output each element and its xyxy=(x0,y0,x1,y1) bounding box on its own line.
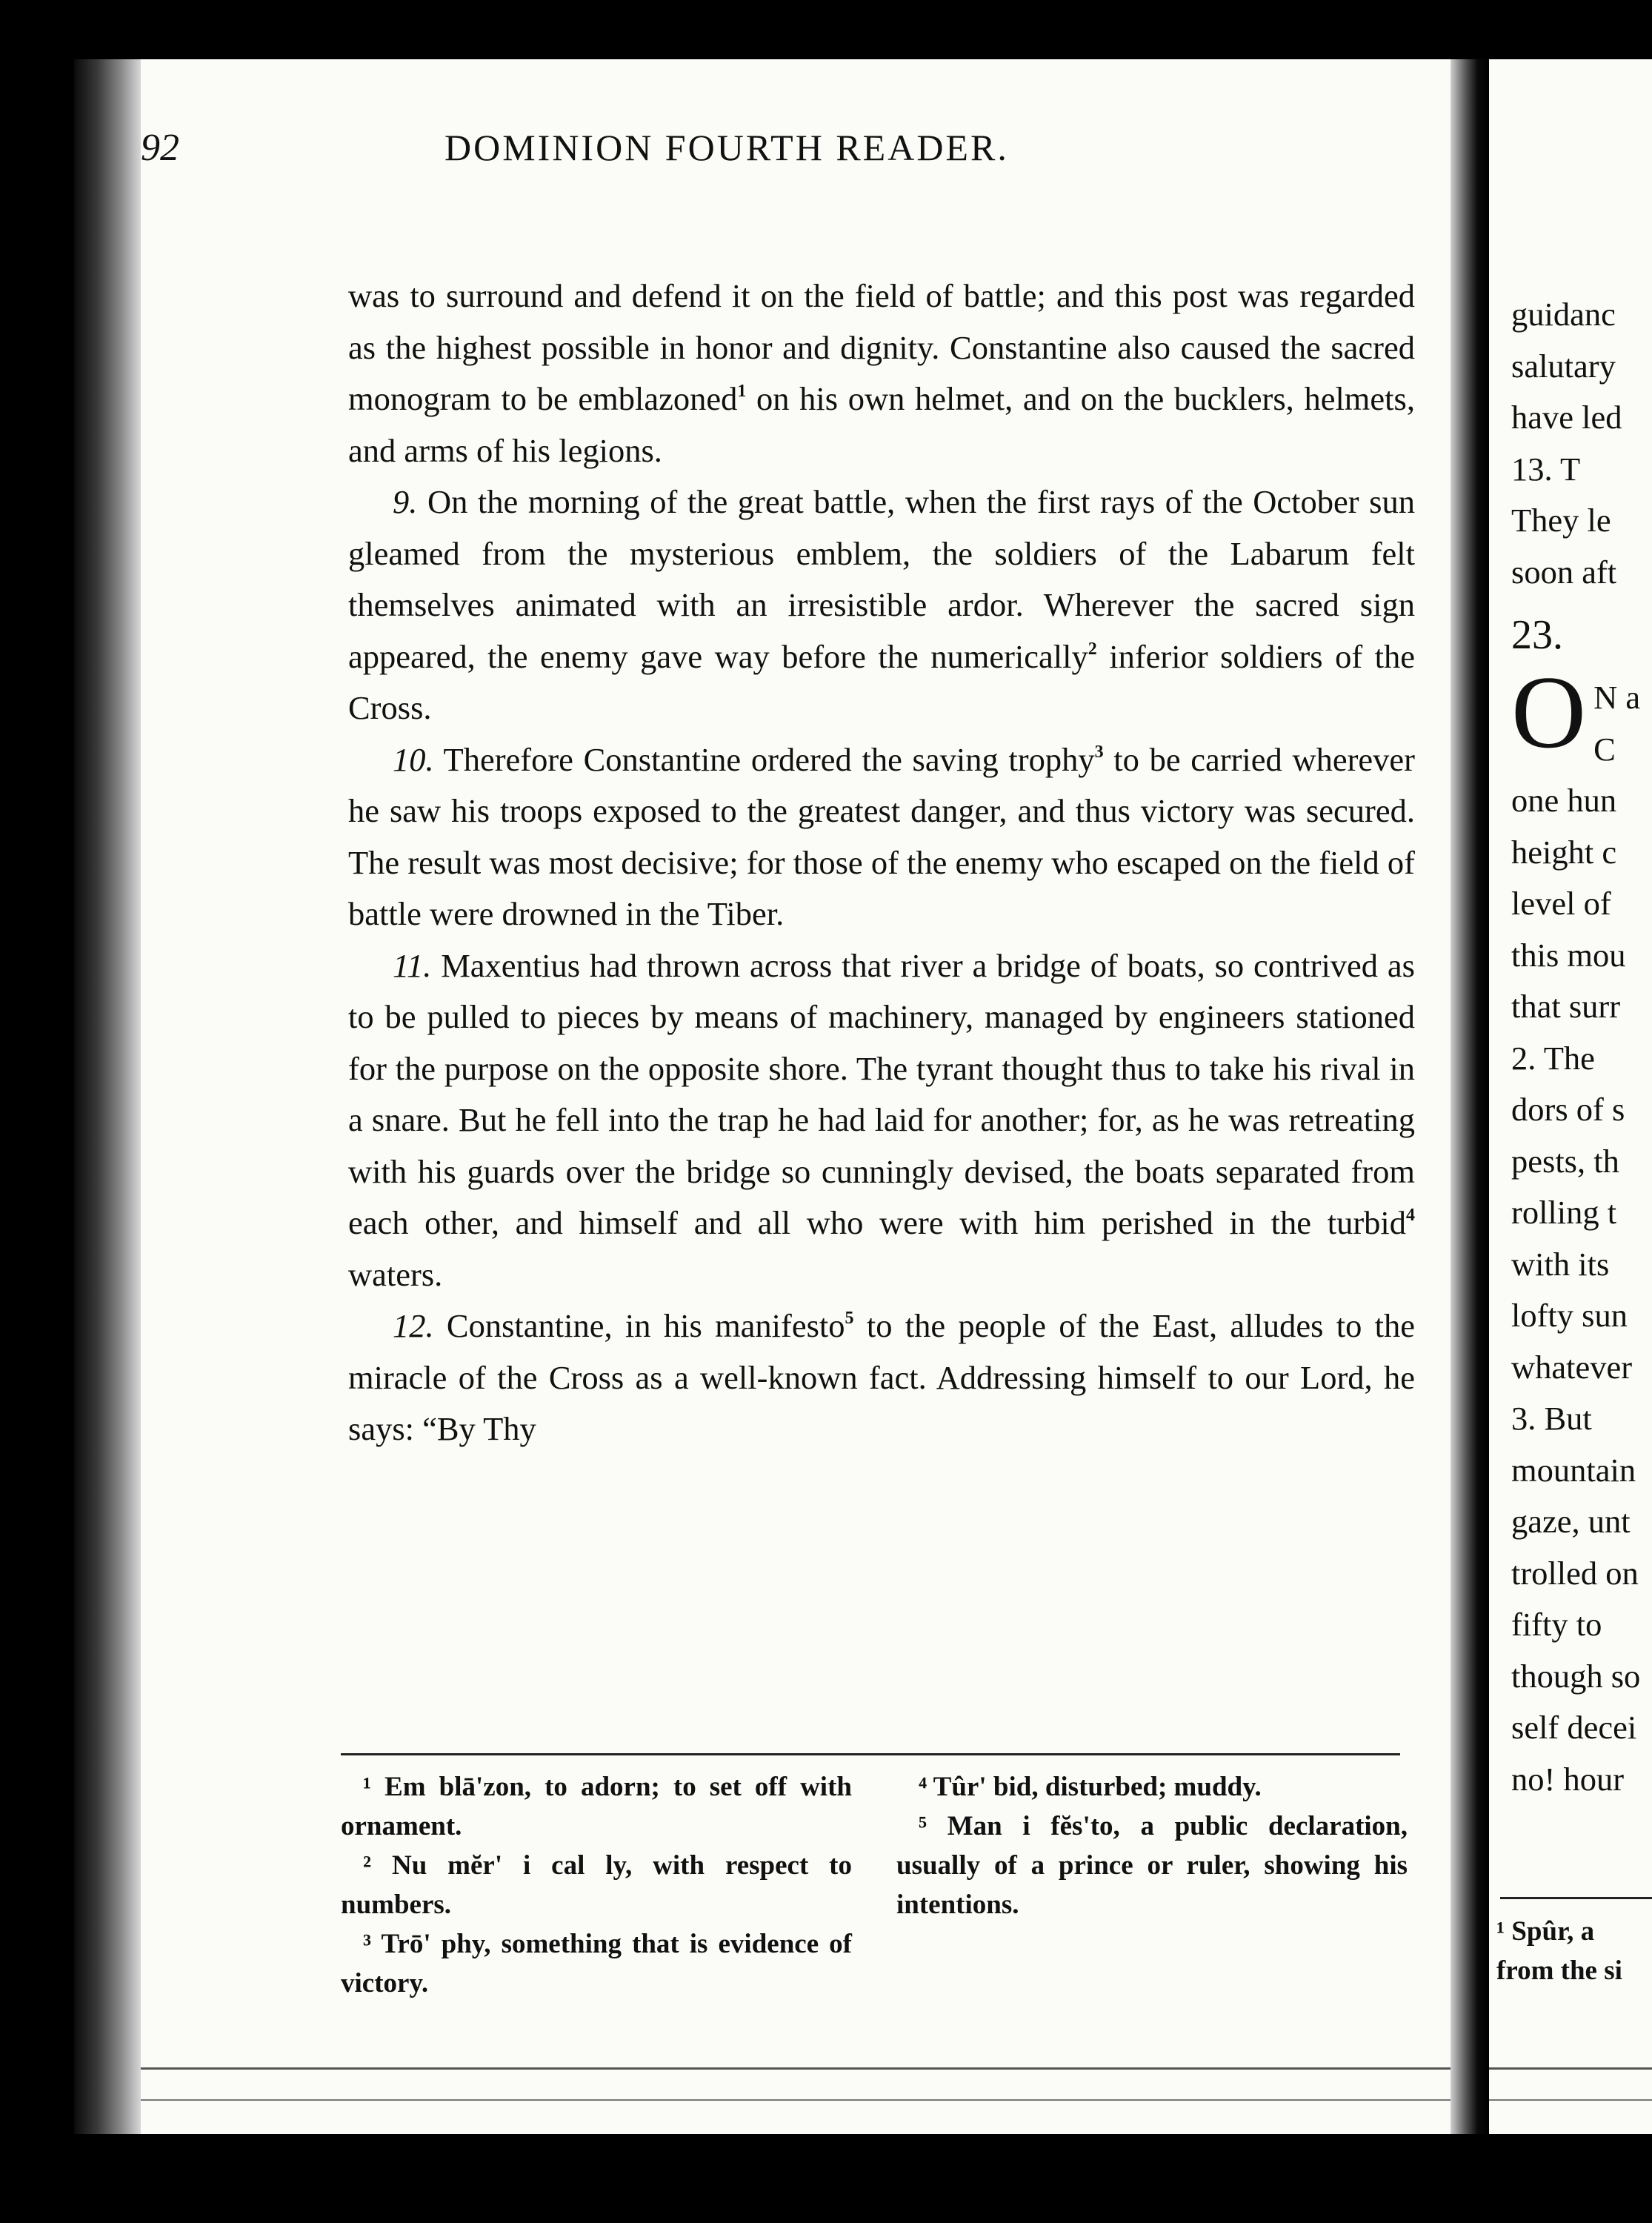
facing-footnote-divider xyxy=(1500,1897,1652,1899)
facing-line: trolled on xyxy=(1511,1554,1639,1592)
body-text xyxy=(348,270,1415,1455)
facing-line: though so xyxy=(1511,1657,1641,1695)
facing-line: one hun xyxy=(1511,782,1617,819)
footnote-1: ¹ Em blā'zon, to adorn; to set off with ornament. xyxy=(341,1772,852,1841)
facing-line: mountain xyxy=(1511,1451,1636,1489)
facing-line: level of xyxy=(1511,885,1611,922)
scan-border-top xyxy=(0,0,1652,59)
facing-line: gaze, unt xyxy=(1511,1503,1631,1540)
paragraph-11: 11. Maxentius had thrown across that river a bridge of boats, so contrived as to be pulled to pieces by means of machinery, managed by engineers stationed for the purpose on the opposite shore. The tyrant thought thus to take his rival in a snare. But he fell into the trap he had laid for another; for, as he was retreating with his guards over the bridge so cunningly devised, the boats separated from each other, and himself and all who were with him perished in the turbid$^4$ waters. xyxy=(348,946,1415,1293)
footnote-4: ⁴ Tûr' bid, disturbed; muddy. xyxy=(919,1772,1262,1802)
scan-edge-lines xyxy=(141,2067,1451,2101)
facing-line: with its xyxy=(1511,1245,1610,1283)
facing-line: self decei xyxy=(1511,1709,1637,1746)
facing-line: salutary xyxy=(1511,347,1616,385)
facing-line: fifty to xyxy=(1511,1606,1602,1643)
facing-line: that surr xyxy=(1511,988,1621,1025)
footnote-2: ² Nu mĕr' i cal ly, with respect to numbers. xyxy=(341,1850,852,1920)
facing-line: guidanc xyxy=(1511,296,1616,333)
facing-line: rolling t xyxy=(1511,1194,1617,1231)
facing-line: pests, th xyxy=(1511,1142,1619,1180)
page-number: 92 xyxy=(141,127,179,169)
paragraph-10: 10. Therefore Constantine ordered the saving trophy$^3$ to be carried wherever he saw his troops exposed to the greatest danger, and thus victory was secured. The result was most decisive; for those of the enemy who escaped on the field of battle were drowned in the Tiber. xyxy=(348,740,1415,932)
facing-line: soon aft xyxy=(1511,553,1617,591)
facing-line: 13. T xyxy=(1511,450,1581,488)
facing-line: They le xyxy=(1511,502,1611,539)
facing-line: 3. But xyxy=(1511,1400,1592,1437)
facing-page-text xyxy=(1511,289,1652,1805)
running-title: DOMINION FOURTH READER. xyxy=(444,127,1009,168)
scan-edge-lines-right xyxy=(1489,2067,1652,2101)
footnote-column-left xyxy=(341,1767,852,2003)
footnotes xyxy=(341,1767,1408,2003)
drop-cap: O xyxy=(1511,655,1587,770)
facing-line: this mou xyxy=(1511,936,1626,974)
paragraph: was to surround and defend it on the field of battle; and this post was regarded as the highest possible in honor and dignity. Constantine also caused the sacred monogram to be emblazoned$^1$ on his own helmet, and on the bucklers, helmets, and arms of his legions. xyxy=(348,277,1415,469)
facing-line: whatever xyxy=(1511,1348,1633,1386)
facing-line: 2. The xyxy=(1511,1039,1595,1077)
facing-line: no! hour xyxy=(1511,1760,1625,1798)
facing-line: height c xyxy=(1511,833,1617,871)
facing-footnote xyxy=(1496,1912,1622,1990)
paragraph-12: 12. Constantine, in his manifesto$^5$ to the people of the East, alludes to the miracle of the Cross as a well-known fact. Addressing himself to our Lord, he says: “By Thy xyxy=(348,1307,1415,1447)
book-spine-shadow xyxy=(74,59,141,2134)
facing-dropcap-block xyxy=(1511,655,1652,775)
footnote-column-right xyxy=(896,1767,1408,2003)
scan-border-bottom xyxy=(0,2134,1652,2223)
book-gutter xyxy=(1451,59,1489,2134)
facing-line: C xyxy=(1593,730,1616,768)
facing-line: lofty sun xyxy=(1511,1297,1628,1334)
footnote-3: ³ Trō' phy, something that is evidence of victory. xyxy=(341,1929,852,1998)
facing-line: N a xyxy=(1593,679,1641,716)
facing-line: have led xyxy=(1511,399,1622,436)
facing-footnote-line: ¹ Spûr, a xyxy=(1496,1916,1595,1947)
facing-footnote-line: from the si xyxy=(1496,1955,1622,1986)
footnote-5: ⁵ Man i fĕs'to, a public declaration, usually of a prince or ruler, showing his intentions. xyxy=(896,1811,1408,1920)
paragraph-9: 9. On the morning of the great battle, when the first rays of the October sun gleamed from the mysterious emblem, the soldiers of the Labarum felt themselves animated with an irresistible ardor. Wherever the sacred sign appeared, the enemy gave way before the numerically$^2$ inferior soldiers of the Cross. xyxy=(348,483,1415,726)
facing-line: dors of s xyxy=(1511,1091,1625,1128)
footnote-divider xyxy=(341,1753,1400,1755)
facing-lesson-heading: 23. xyxy=(1511,612,1563,658)
